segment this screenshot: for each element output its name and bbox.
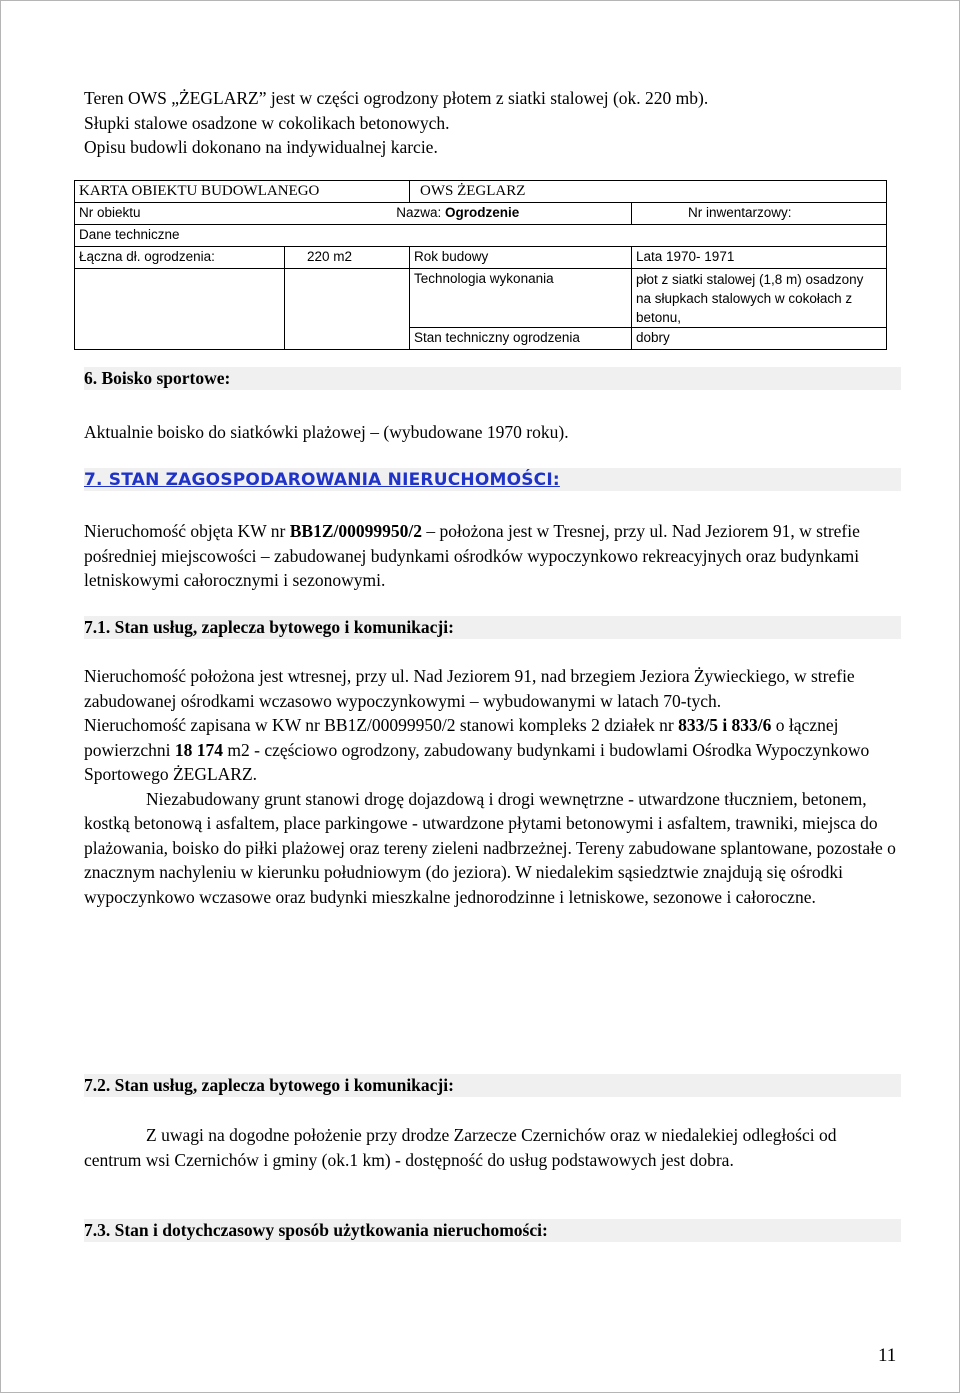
card-object-name: OWS ŻEGLARZ [410,181,887,203]
card-empty-cell-b [285,269,410,328]
section-7-2-body [84,1123,896,1172]
section-7-text-b: – położona jest w Tresnej, przy ul. Nad Jeziorem 91, w strefie pośredniej miejscowości – zabudowanej budynkami ośrodków wypoczynkowo rekreacyjnych oraz budynkami letniskowymi całorocznymi i sezonowymi. [84,521,860,590]
section-7-1-heading-text: 7.1. Stan usług, zaplecza bytowego i komunikacji: [84,617,454,637]
section-6-text: Aktualnie boisko do siatkówki plażowej – (wybudowane 1970 roku). [84,422,569,442]
intro-line-3: Opisu budowli dokonano na indywidualnej karcie. [84,137,438,157]
section-6-heading-text: 6. Boisko sportowe: [84,368,231,388]
intro-text [84,86,896,160]
section-7-2-heading-text: 7.2. Stan usług, zaplecza bytowego i komunikacji: [84,1075,454,1095]
card-technical-data: Dane techniczne [75,225,887,247]
section-7-paragraph [84,519,896,593]
card-condition-value: dobry [632,328,887,350]
section-7-1-p2-text-b: o łącznej powierzchni [84,715,839,760]
card-year-label: Rok budowy [410,247,632,269]
section-7-1-area: 18 174 [174,739,223,760]
section-7-text-a: Nieruchomość objęta KW nr [84,521,290,541]
card-title: KARTA OBIEKTU BUDOWLANEGO [75,181,410,203]
card-object-number: Nr obiektu [75,203,285,225]
intro-line-1: Teren OWS „ŻEGLARZ” jest w części ogrodzony płotem z siatki stalowej (ok. 220 mb). [84,88,709,108]
section-7-1-paragraph-3: Niezabudowany grunt stanowi drogę dojazdową i drogi wewnętrzne - utwardzone tłuczniem, betonem, kostką betonową i asfaltem, place parkingowe - utwardzone płytami betonowymi i asfaltem, trawniki, miejsca do plażowania, boisko do piłki plażowej oraz tereny zieleni nadbrzeżnej. Tereny zabudowane splantowane, pozostałe o znacznym nachyleniu w kierunku południowym (do jeziora). W niedalekim sąsiedztwie znajdują się ośrodki wypoczynkowo wczasowe oraz budynki mieszkalne jednorodzinne i letniskowe, sezonowe i całoroczne. [84,788,896,907]
section-6-heading [84,367,901,390]
card-inventory-number: Nr inwentarzowy: [632,203,887,225]
card-empty-cell-c [75,328,285,350]
section-7-2-paragraph: Z uwagi na dogodne położenie przy drodze Zarzecze Czernichów oraz w niedalekiej odległości od centrum wsi Czernichów i gminy (ok.1 km) - dostępność do usług podstawowych jest dobra. [84,1125,837,1170]
section-7-1-p2-text-c: m2 - częściowo ogrodzony, zabudowany budynkami i budowlami Ośrodka Wypoczynkowo Sportowego ŻEGLARZ. [84,739,870,784]
section-7-1-paragraph-2 [84,713,896,787]
card-condition-label: Stan techniczny ogrodzenia [410,328,632,350]
section-7-heading-text: 7. STAN ZAGOSPODAROWANIA NIERUCHOMOŚCI: [84,470,560,490]
card-name-cell [285,203,632,225]
card-length-label: Łączna dł. ogrodzenia: [75,247,285,269]
section-7-2-heading [84,1074,901,1097]
section-7-3-heading-text: 7.3. Stan i dotychczasowy sposób użytkowania nieruchomości: [84,1220,548,1240]
card-technology-value: płot z siatki stalowej (1,8 m) osadzony na słupkach stalowych w cokołach z betonu, [632,269,887,328]
section-7-1-p2-text-a: Nieruchomość zapisana w KW nr BB1Z/00099950/2 stanowi kompleks 2 działek nr [84,715,679,735]
building-card-table [74,180,887,350]
section-7-1-heading [84,616,901,639]
section-7-1-body [84,664,896,909]
section-7-heading [84,468,901,491]
card-name-label: Nazwa: [396,205,445,220]
section-7-1-paragraph-1: Nieruchomość położona jest wtresnej, przy ul. Nad Jeziorem 91, nad brzegiem Jeziora Żywieckiego, w strefie zabudowanej ośrodkami wczasowo wypoczynkowymi – wybudowanymi w latach 70-tych. [84,666,855,711]
card-technology-label: Technologia wykonania [410,269,632,328]
intro-line-2: Słupki stalowe osadzone w cokolikach betonowych. [84,112,450,133]
card-length-value: 220 m2 [285,247,410,269]
section-7-kw-number: BB1Z/00099950/2 [289,521,422,541]
card-empty-cell-a [75,269,285,328]
section-7-1-plot-numbers: 833/5 i 833/6 [678,715,772,735]
section-7-3-heading [84,1219,901,1242]
card-empty-cell-d [285,328,410,350]
card-year-value: Lata 1970- 1971 [632,247,887,269]
card-name-value: Ogrodzenie [445,205,520,220]
page-number: 11 [878,1345,897,1366]
